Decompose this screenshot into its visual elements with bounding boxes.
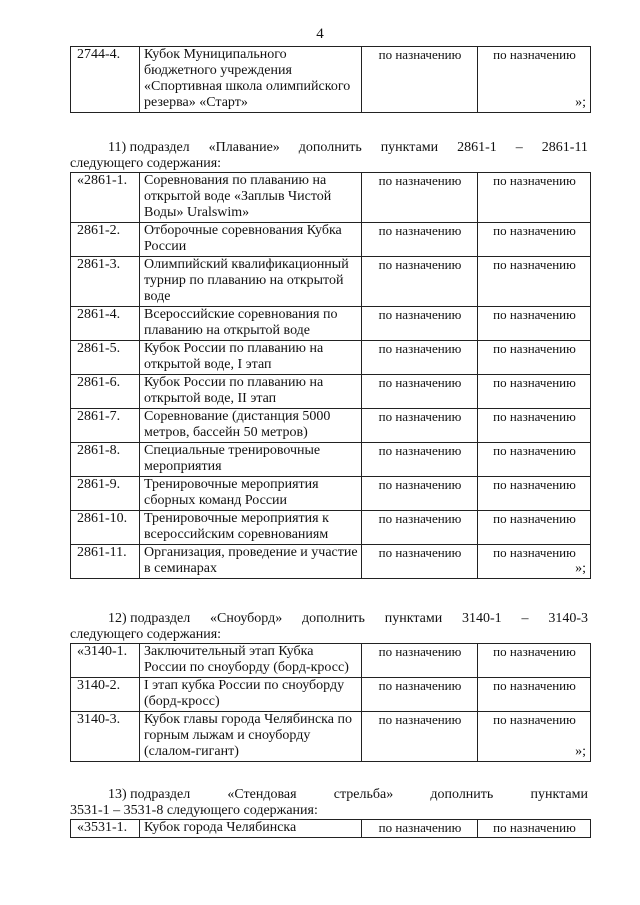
table-2744 — [70, 46, 590, 113]
assignment-cell-text: по назначению — [493, 820, 576, 835]
table-row — [71, 477, 591, 511]
assignment-cell — [478, 341, 591, 375]
row-number-cell — [71, 545, 140, 579]
assignment-cell — [362, 820, 478, 838]
row-number-cell-text: 2861-3. — [77, 257, 121, 272]
paragraph-word: 13) подраздел — [108, 787, 191, 802]
assignment-cell-text: по назначению — [493, 341, 576, 356]
assignment-cell — [362, 223, 478, 257]
event-name-cell-text: Тренировочные мероприятия сборных команд России — [144, 477, 319, 508]
paragraph-word: пунктами — [384, 611, 443, 626]
assignment-cell-text: по назначению — [493, 712, 576, 727]
page-number: 4 — [316, 26, 324, 42]
event-name-cell — [140, 511, 362, 545]
closing-quote: »; — [575, 744, 586, 759]
assignment-cell-text: по назначению — [493, 223, 576, 238]
event-name-cell-text: Кубок России по плаванию на открытой воде, I этап — [144, 341, 324, 372]
row-number-cell — [71, 375, 140, 409]
event-name-cell-text: Тренировочные мероприятия к всероссийским соревнованиям — [144, 511, 329, 542]
row-number-cell-text: «2861-1. — [77, 173, 128, 188]
paragraph-line: следующего содержания: — [70, 627, 222, 642]
event-name-cell-text: Кубок главы города Челябинска по горным лыжам и сноуборду (слалом-гигант) — [144, 712, 352, 759]
paragraph-shooting — [70, 787, 588, 819]
assignment-cell — [362, 257, 478, 307]
event-name-cell — [140, 678, 362, 712]
table-row — [71, 712, 591, 762]
assignment-cell-text: по назначению — [493, 375, 576, 390]
assignment-cell-text: по назначению — [493, 257, 576, 272]
paragraph-line: 3531-1 – 3531-8 следующего содержания: — [70, 803, 318, 818]
table-row — [71, 223, 591, 257]
row-number-cell — [71, 443, 140, 477]
paragraph-word: 3140-1 — [462, 611, 502, 626]
paragraph-word: 2861-11 — [541, 140, 588, 155]
paragraph-word: пунктами — [380, 140, 439, 155]
paragraph-word: пунктами — [530, 787, 588, 802]
assignment-cell — [478, 644, 591, 678]
row-number-cell-text: 2861-10. — [77, 511, 128, 526]
paragraph-word: – — [515, 140, 523, 155]
event-name-cell — [140, 712, 362, 762]
table-row — [71, 307, 591, 341]
assignment-cell — [478, 443, 591, 477]
assignment-cell — [362, 678, 478, 712]
assignment-cell — [362, 443, 478, 477]
paragraph-word: дополнить — [298, 140, 362, 155]
row-number-cell-text: 2861-8. — [77, 443, 121, 458]
assignment-cell — [362, 341, 478, 375]
event-name-cell — [140, 545, 362, 579]
assignment-cell-text: по назначению — [493, 678, 576, 693]
assignment-cell-text: по назначению — [493, 409, 576, 424]
table-row — [71, 443, 591, 477]
assignment-cell — [478, 375, 591, 409]
table-row — [71, 644, 591, 678]
table-row — [71, 678, 591, 712]
assignment-cell-text: по назначению — [493, 511, 576, 526]
assignment-cell-text: по назначению — [378, 712, 462, 727]
table-row — [71, 820, 591, 838]
assignment-cell — [362, 47, 478, 113]
assignment-cell-text: по назначению — [378, 257, 462, 272]
event-name-cell — [140, 341, 362, 375]
paragraph-line — [70, 140, 588, 156]
closing-quote: »; — [575, 561, 586, 576]
event-name-cell-text: Кубок России по плаванию на открытой воде, II этап — [144, 375, 324, 406]
assignment-cell-text: по назначению — [378, 443, 462, 458]
paragraph-word: 2861-1 — [457, 140, 497, 155]
assignment-cell-text: по назначению — [493, 173, 576, 188]
assignment-cell — [478, 820, 591, 838]
event-name-cell-text: I этап кубка России по сноуборду (борд-кросс) — [144, 678, 345, 709]
row-number-cell-text: 2861-4. — [77, 307, 121, 322]
assignment-cell-text: по назначению — [493, 477, 576, 492]
event-name-cell — [140, 307, 362, 341]
assignment-cell-text: по назначению — [493, 443, 576, 458]
table-row — [71, 545, 591, 579]
paragraph-word: стрельба» — [333, 787, 394, 802]
event-name-cell — [140, 47, 362, 113]
event-name-cell-text: Кубок города Челябинска — [144, 820, 297, 835]
assignment-cell — [362, 477, 478, 511]
event-name-cell — [140, 477, 362, 511]
assignment-cell — [478, 678, 591, 712]
row-number-cell-text: 2861-9. — [77, 477, 121, 492]
paragraph-word: «Стендовая — [227, 787, 297, 802]
table-row — [71, 257, 591, 307]
event-name-cell — [140, 375, 362, 409]
table-row — [71, 47, 591, 113]
row-number-cell — [71, 47, 140, 113]
assignment-cell-text: по назначению — [378, 173, 462, 188]
assignment-cell — [478, 511, 591, 545]
table — [70, 819, 591, 838]
row-number-cell — [71, 712, 140, 762]
assignment-cell-text: по назначению — [493, 644, 576, 659]
row-number-cell-text: 2861-6. — [77, 375, 121, 390]
event-name-cell-text: Специальные тренировочные мероприятия — [144, 443, 321, 474]
row-number-cell — [71, 173, 140, 223]
row-number-cell-text: 2861-7. — [77, 409, 121, 424]
paragraph-line — [70, 787, 588, 803]
assignment-cell — [478, 712, 591, 762]
row-number-cell-text: «3140-1. — [77, 644, 128, 659]
table — [70, 643, 591, 762]
event-name-cell — [140, 257, 362, 307]
assignment-cell-text: по назначению — [378, 545, 462, 560]
assignment-cell — [362, 712, 478, 762]
paragraph-word: 12) подраздел — [108, 611, 191, 626]
assignment-cell-text: по назначению — [378, 223, 462, 238]
paragraph-word: «Сноуборд» — [210, 611, 283, 626]
assignment-cell — [478, 307, 591, 341]
row-number-cell — [71, 678, 140, 712]
event-name-cell-text: Олимпийский квалификационный турнир по плаванию на открытой воде — [144, 257, 349, 304]
assignment-cell — [478, 409, 591, 443]
row-number-cell-text: 3140-2. — [77, 678, 121, 693]
paragraph-word: дополнить — [430, 787, 494, 802]
closing-quote: »; — [575, 95, 586, 110]
assignment-cell-text: по назначению — [378, 47, 462, 62]
assignment-cell-text: по назначению — [378, 375, 462, 390]
row-number-cell — [71, 307, 140, 341]
event-name-cell-text: Отборочные соревнования Кубка России — [144, 223, 342, 254]
paragraph-swimming — [70, 140, 588, 172]
assignment-cell — [362, 409, 478, 443]
row-number-cell — [71, 477, 140, 511]
table-row — [71, 341, 591, 375]
row-number-cell-text: «3531-1. — [77, 820, 128, 835]
assignment-cell-text: по назначению — [378, 644, 462, 659]
assignment-cell-text: по назначению — [378, 511, 462, 526]
row-number-cell-text: 2861-5. — [77, 341, 121, 356]
row-number-cell — [71, 644, 140, 678]
event-name-cell-text: Всероссийские соревнования по плаванию на открытой воде — [144, 307, 338, 338]
table-snowboard — [70, 643, 590, 762]
event-name-cell — [140, 409, 362, 443]
row-number-cell — [71, 409, 140, 443]
assignment-cell — [362, 644, 478, 678]
table-row — [71, 173, 591, 223]
row-number-cell — [71, 341, 140, 375]
event-name-cell-text: Организация, проведение и участие в семинарах — [144, 545, 358, 576]
paragraph-line: следующего содержания: — [70, 156, 222, 171]
paragraph-snowboard — [70, 611, 588, 643]
paragraph-line — [70, 611, 588, 627]
row-number-cell — [71, 223, 140, 257]
paragraph-word: «Плавание» — [208, 140, 280, 155]
table — [70, 46, 591, 113]
table-swimming — [70, 172, 590, 579]
assignment-cell-text: по назначению — [493, 47, 576, 62]
row-number-cell-text: 2744-4. — [77, 47, 121, 62]
assignment-cell — [362, 545, 478, 579]
table — [70, 172, 591, 579]
event-name-cell — [140, 223, 362, 257]
table-row — [71, 375, 591, 409]
paragraph-word: 3140-3 — [548, 611, 588, 626]
table-row — [71, 511, 591, 545]
event-name-cell-text: Соревнование (дистанция 5000 метров, бассейн 50 метров) — [144, 409, 331, 440]
assignment-cell — [362, 511, 478, 545]
assignment-cell — [478, 545, 591, 579]
assignment-cell-text: по назначению — [378, 409, 462, 424]
assignment-cell — [478, 257, 591, 307]
assignment-cell — [478, 173, 591, 223]
assignment-cell-text: по назначению — [378, 307, 462, 322]
event-name-cell — [140, 820, 362, 838]
assignment-cell-text: по назначению — [493, 545, 576, 560]
event-name-cell — [140, 443, 362, 477]
table-row — [71, 409, 591, 443]
table-shooting — [70, 819, 590, 838]
row-number-cell-text: 3140-3. — [77, 712, 121, 727]
assignment-cell — [362, 307, 478, 341]
assignment-cell-text: по назначению — [378, 678, 462, 693]
assignment-cell-text: по назначению — [493, 307, 576, 322]
paragraph-word: дополнить — [302, 611, 365, 626]
row-number-cell — [71, 257, 140, 307]
assignment-cell — [478, 477, 591, 511]
assignment-cell — [478, 223, 591, 257]
assignment-cell-text: по назначению — [378, 341, 462, 356]
event-name-cell-text: Соревнования по плаванию на открытой воде «Заплыв Чистой Воды» Uralswim» — [144, 173, 332, 220]
row-number-cell-text: 2861-11. — [77, 545, 127, 560]
event-name-cell — [140, 644, 362, 678]
assignment-cell-text: по назначению — [378, 477, 462, 492]
assignment-cell — [478, 47, 591, 113]
event-name-cell — [140, 173, 362, 223]
paragraph-word: 11) подраздел — [108, 140, 190, 155]
assignment-cell — [362, 173, 478, 223]
assignment-cell-text: по назначению — [378, 820, 462, 835]
assignment-cell — [362, 375, 478, 409]
event-name-cell-text: Кубок Муниципального бюджетного учреждения «Спортивная школа олимпийского резерва» «Старт» — [144, 47, 351, 110]
row-number-cell — [71, 511, 140, 545]
row-number-cell — [71, 820, 140, 838]
event-name-cell-text: Заключительный этап Кубка России по сноуборду (борд-кросс) — [144, 644, 349, 675]
row-number-cell-text: 2861-2. — [77, 223, 121, 238]
paragraph-word: – — [521, 611, 529, 626]
